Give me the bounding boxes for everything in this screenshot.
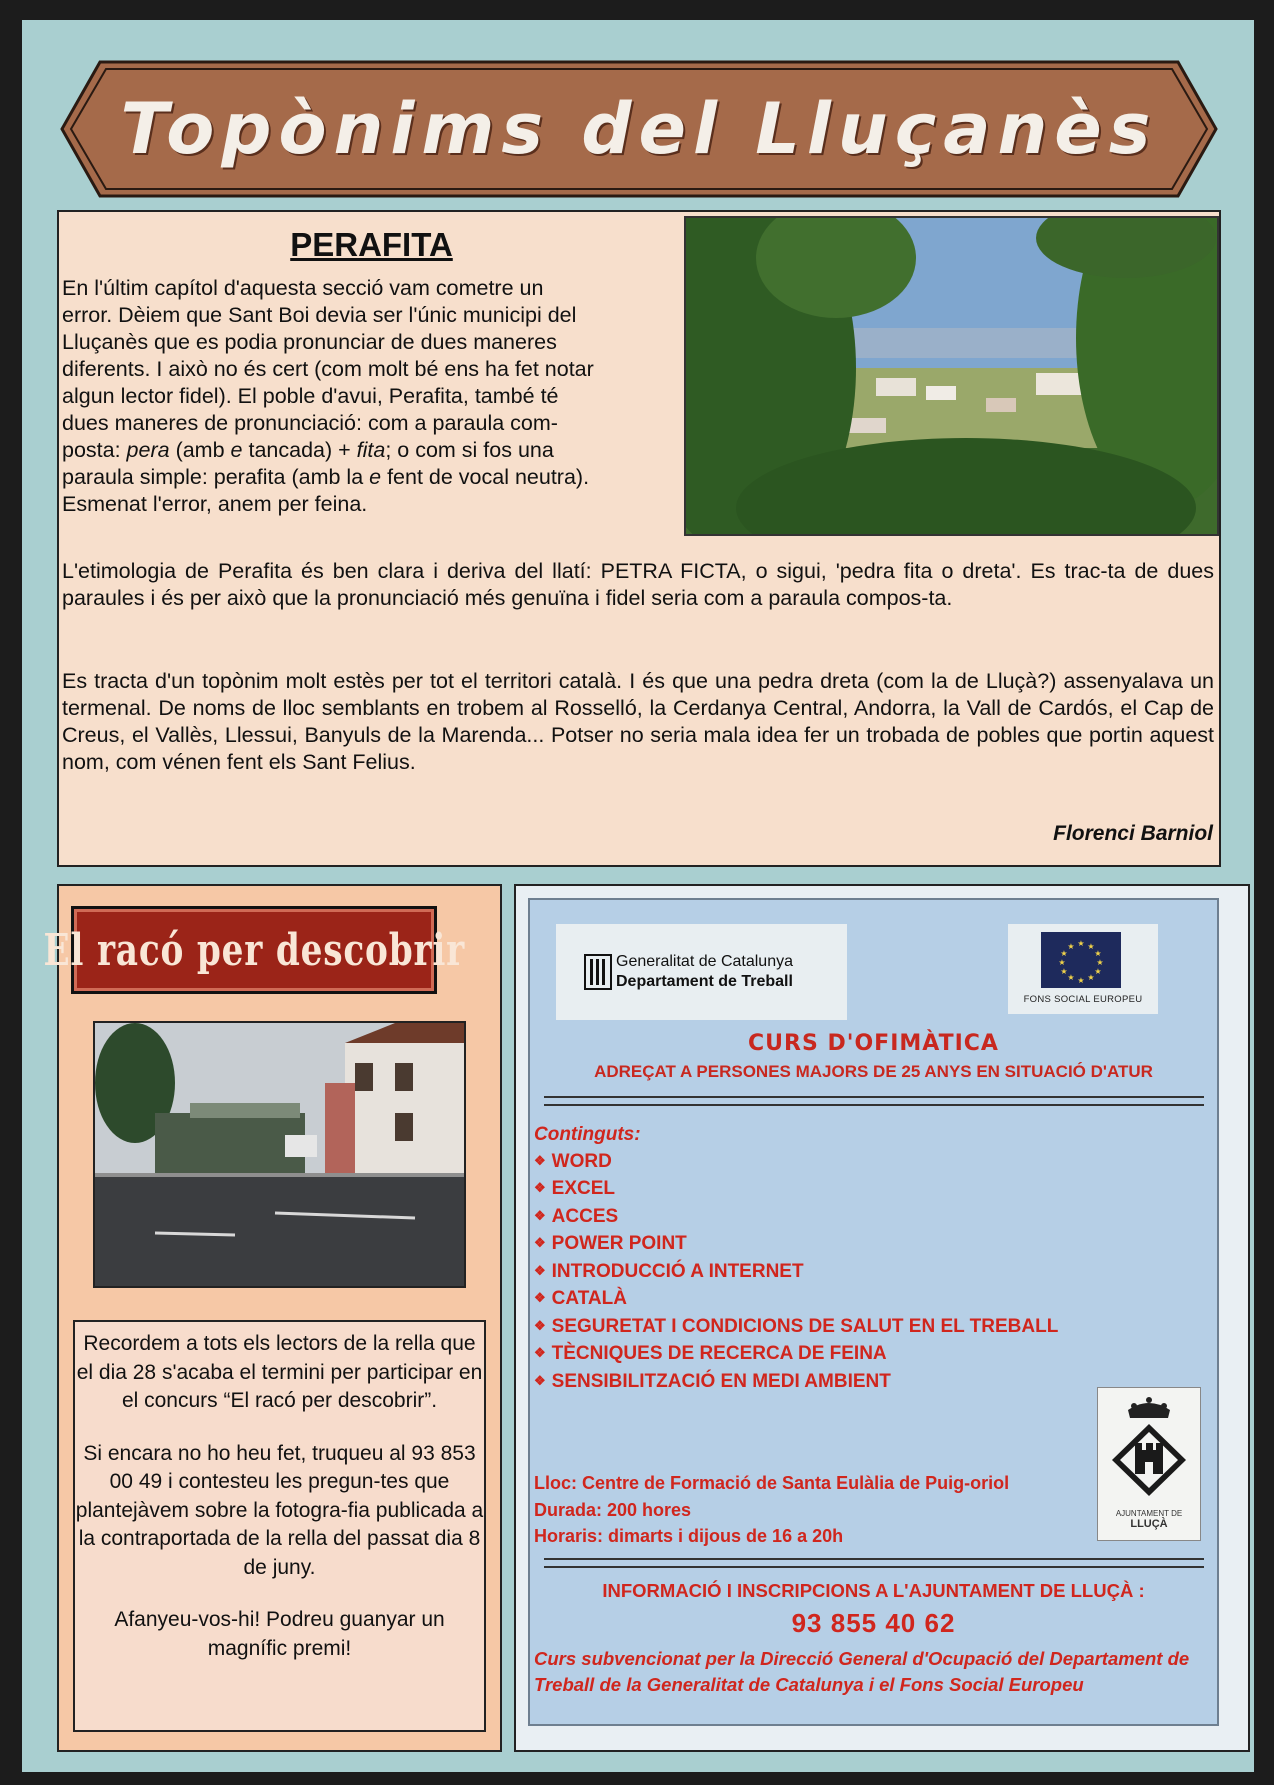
article-distribution: Es tracta d'un topònim molt estès per tot el territori català. I és que una pedra dreta (com la de Lluçà?) assenyalava un termenal. De noms de lloc semblants en trobem al Rosselló, la Cerdanya Central, Andorra, la Vall de Cardós, el Cap de Creus, el Vallès, Llessui, Banyuls de la Marenda... Potser no seria mala idea fer un trobada de pobles que portin aquest nom, com vénen fent els Sant Felius. [62, 669, 1214, 774]
generalitat-name: Generalitat de Catalunya [616, 953, 793, 970]
svg-text:★: ★ [1060, 967, 1068, 976]
svg-text:★: ★ [1058, 958, 1066, 967]
course-schedule: Horaris: dimarts i dijous de 16 a 20h [534, 1526, 844, 1546]
content-item: ❖ SEGURETAT I CONDICIONS DE SALUT EN EL TREBALL [534, 1314, 1058, 1342]
course-contents [534, 1122, 1058, 1396]
intro-line: dues maneres de pronunciació: com a paraula com- [62, 411, 558, 435]
svg-text:★: ★ [1096, 958, 1104, 967]
svg-text:★: ★ [1067, 942, 1075, 951]
article-title: PERAFITA [290, 226, 453, 263]
course-subtitle: ADREÇAT A PERSONES MAJORS DE 25 ANYS EN SITUACIÓ D'ATUR [594, 1062, 1153, 1081]
course-ad-inner [528, 898, 1219, 1726]
eu-flag-icon [1041, 932, 1121, 988]
raco-title-text: El racó per descobrir [43, 924, 465, 976]
intro-line: Esmenat l'error, anem per feina. [62, 492, 368, 516]
content-item: ❖ POWER POINT [534, 1231, 1058, 1259]
intro-line: error. Dèiem que Sant Boi devia ser l'únic municipi del [62, 303, 577, 327]
eu-label: FONS SOCIAL EUROPEU [1023, 994, 1143, 1005]
svg-text:★: ★ [1077, 939, 1085, 948]
intro-line: Lluçanès que es podia pronunciar de dues maneres [62, 330, 557, 354]
content-item: ❖ EXCEL [534, 1176, 1058, 1204]
contest-notice [73, 1320, 486, 1732]
intro-line: En l'últim capítol d'aquesta secció vam cometre un [62, 276, 544, 300]
course-ad [514, 884, 1250, 1752]
divider [544, 1096, 1204, 1106]
svg-text:★: ★ [1087, 942, 1095, 951]
intro-line: paraula simple: perafita (amb la e fent de vocal neutra). [62, 465, 590, 489]
notice-paragraph: Si encara no ho heu fet, truqueu al 93 853 00 49 i contesteu les pregun-tes que plantejàvem sobre la fotogra-fia publicada a la contraportada de la rella del passat dia 8 de juny. [75, 1441, 484, 1579]
intro-line: diferents. I això no és cert (com molt bé ens ha fet notar [62, 357, 594, 381]
content-item: ❖ ACCES [534, 1204, 1058, 1232]
eu-logo [1008, 924, 1158, 1014]
page-title: Topònims del Lluçanès [120, 88, 1158, 170]
landscape-photo [684, 216, 1219, 536]
ajuntament-name: LLUÇÀ [1130, 1518, 1168, 1530]
magazine-page [22, 20, 1254, 1772]
course-location: Lloc: Centre de Formació de Santa Eulàlia de Puig-oriol [534, 1473, 1010, 1493]
phone-number: 93 855 40 62 [791, 1608, 956, 1638]
divider [544, 1558, 1204, 1568]
contents-label: Continguts: [534, 1124, 641, 1145]
generalitat-logo [556, 924, 847, 1020]
content-item: ❖ INTRODUCCIÓ A INTERNET [534, 1259, 1058, 1287]
svg-text:★: ★ [1067, 973, 1075, 982]
ajuntament-small-label: AJUNTAMENT DE [1115, 1509, 1183, 1518]
info-heading: INFORMACIÓ I INSCRIPCIONS A L'AJUNTAMENT DE LLUÇÀ : [602, 1580, 1145, 1601]
coat-of-arms-icon [1098, 1388, 1200, 1508]
article-perafita [57, 210, 1221, 867]
content-item: ❖ CATALÀ [534, 1286, 1058, 1314]
subvention-note: Curs subvencionat per la Direcció General d'Ocupació del Departament de Treball de la Generalitat de Catalunya i el Fons Social Europeu [534, 1648, 1190, 1695]
svg-text:★: ★ [1094, 967, 1102, 976]
street-photo [93, 1021, 466, 1288]
article-etymology: L'etimologia de Perafita és ben clara i deriva del llatí: PETRA FICTA, o sigui, 'pedra fita o dreta'. Es trac-ta de dues paraules i és per això que la pronunciació més genuïna i fidel seria com a paraula compos-ta. [62, 559, 1214, 610]
title-banner [60, 60, 1218, 198]
svg-text:★: ★ [1077, 976, 1085, 985]
ajuntament-logo [1097, 1387, 1201, 1541]
course-title: CURS D'OFIMÀTICA [748, 1031, 999, 1056]
svg-text:★: ★ [1087, 973, 1095, 982]
article-intro [62, 275, 674, 518]
department-name: Departament de Treball [616, 973, 793, 990]
content-item: ❖ WORD [534, 1149, 1058, 1177]
course-duration: Durada: 200 hores [534, 1499, 692, 1520]
content-item: ❖ TÈCNIQUES DE RECERCA DE FEINA [534, 1341, 1058, 1369]
raco-section [43, 884, 502, 1752]
course-details [534, 1470, 1009, 1550]
notice-paragraph: Recordem a tots els lectors de la rella que el dia 28 s'acaba el termini per participar en el concurs “El racó per descobrir”. [76, 1332, 483, 1412]
svg-text:★: ★ [1094, 949, 1102, 958]
intro-line: algun lector fidel). El poble d'avui, Perafita, també té [62, 384, 559, 408]
content-item: ❖ SENSIBILITZACIÓ EN MEDI AMBIENT [534, 1369, 1058, 1397]
raco-title [43, 906, 465, 994]
svg-text:★: ★ [1060, 949, 1068, 958]
intro-line: posta: pera (amb e tancada) + fita; o com si fos una [62, 438, 554, 462]
article-author: Florenci Barniol [1053, 822, 1213, 845]
generalitat-icon [584, 954, 612, 990]
notice-paragraph: Afanyeu-vos-hi! Podreu guanyar un magnífic premi! [114, 1608, 445, 1660]
